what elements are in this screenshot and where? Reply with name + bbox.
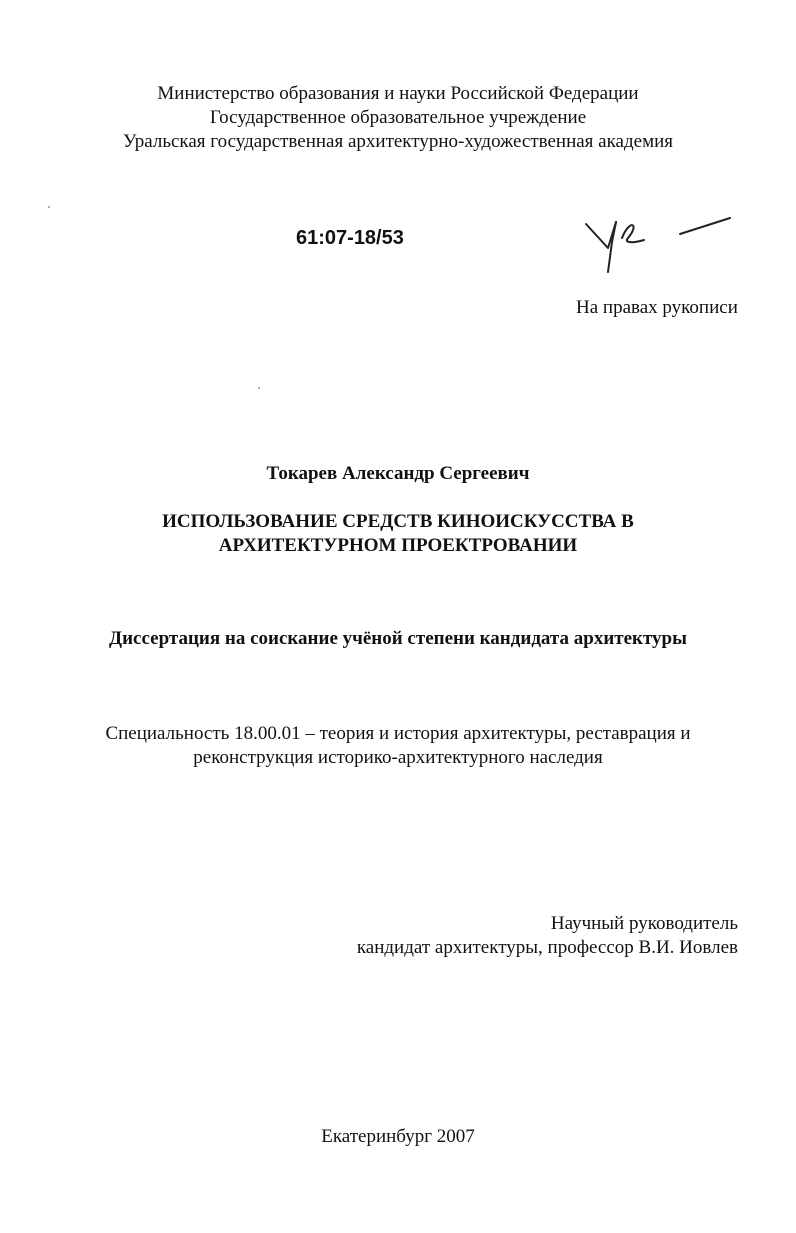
library-code: 61:07-18/53	[296, 227, 404, 249]
supervisor-label: Научный руководитель	[550, 913, 738, 934]
degree-line: Диссертация на соискание учёной степени кандидата архитектуры	[109, 628, 687, 649]
specialty-line-2: реконструкция историко-архитектурного наследия	[193, 747, 603, 768]
city-year: Екатеринбург 2007	[321, 1126, 475, 1147]
supervisor-name: кандидат архитектуры, профессор В.И. Иовлев	[356, 937, 738, 958]
specialty-line-1: Специальность 18.00.01 – теория и история архитектуры, реставрация и	[105, 723, 691, 744]
manuscript-note: На правах рукописи	[576, 297, 738, 318]
institution-type-line: Государственное образовательное учреждение	[209, 107, 587, 128]
author-name: Токарев Александр Сергеевич	[266, 463, 530, 484]
scan-speck	[48, 206, 50, 208]
signature-mark	[580, 212, 740, 282]
scan-speck	[258, 387, 260, 389]
thesis-title-line-1: ИСПОЛЬЗОВАНИЕ СРЕДСТВ КИНОИСКУССТВА В	[162, 511, 634, 532]
thesis-title-line-2: АРХИТЕКТУРНОМ ПРОЕКТРОВАНИИ	[218, 535, 578, 556]
ministry-line: Министерство образования и науки Российской Федерации	[157, 83, 639, 104]
academy-line: Уральская государственная архитектурно-художественная академия	[122, 131, 674, 152]
